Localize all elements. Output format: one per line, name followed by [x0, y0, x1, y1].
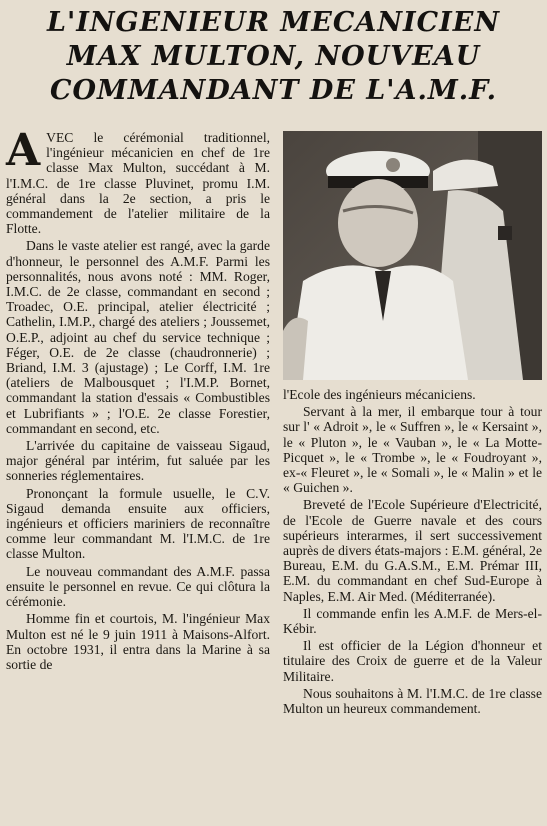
article-paragraph-7: l'Ecole des ingénieurs mécaniciens.	[283, 387, 476, 402]
article-paragraph-11: Il est officier de la Légion d'honneur et titulaire des Croix de guerre et de la Valeur Militaire.	[283, 638, 542, 684]
article-paragraph-9: Breveté de l'Ecole Supérieure d'Electricité, de l'Ecole de Guerre navale et des cours supérieurs interarmes, il sert successivement auprès de divers états-majors : E.M. général, 2e Bureau, E.M. du G.A.S.M., E.M. Prémar III, E.M. du commandant en chef Sud-Europe à Naples, E.M. Air Med. (Méditerranée).	[283, 497, 542, 604]
article-paragraph-1	[6, 125, 270, 237]
article-paragraph-5: Le nouveau commandant des A.M.F. passa ensuite le personnel en revue. Ce qui clôtura la cérémonie.	[6, 563, 270, 610]
photo-illustration	[283, 131, 542, 380]
drop-cap: A	[6, 125, 41, 176]
article-left-column	[6, 125, 270, 672]
article-photo	[283, 131, 542, 380]
article-headline	[0, 6, 547, 108]
article-paragraph-2: Dans le vaste atelier est rangé, avec la garde d'honneur, le personnel des A.M.F. Parmi les personnalités, nous avons noté : MM. Roger, I.M.C. de 2e classe, commandant en second ; Troadec, O.E. principal, atelier électricité ; Cathelin, I.M.P., chargé des ateliers ; Joussemet, O.E.P., adjoint au chef du service technique ; Féger, O.E. de 2e classe (chaudronnerie) ; Briand, I.M. 3 (ajustage) ; Le Corff, I.M. 1re (ateliers de Malbousquet ; l'I.M.P. Bornet, commandant la station d'essais « Combustibles et Lubrifiants » ; l'O.E. 2e classe Forestier, commandant en second, etc.	[6, 238, 270, 436]
article-paragraph-10: Il commande enfin les A.M.F. de Mers-el-Kébir.	[283, 605, 542, 637]
article-paragraph-8: Servant à la mer, il embarque tour à tour sur l' « Adroit », le « Suffren », le « Kersaint », le « Pluton », le « Vauban », le « La Motte-Picquet », le « Trombe », le « Foudroyant », ex-« Fleuret », le « Somali », le « Malin » et le « Guichen ».	[283, 404, 542, 496]
article-paragraph-3: L'arrivée du capitaine de vaisseau Sigaud, major général par intérim, fut saluée par les sonneries réglementaires.	[6, 438, 270, 484]
article-paragraph-6: Homme fin et courtois, M. l'ingénieur Max Multon est né le 9 juin 1911 à Maisons-Alfort. En octobre 1931, il entra dans la Marine à sa sortie de	[6, 611, 270, 672]
article-right-column	[283, 387, 542, 716]
article-paragraph-12: Nous souhaitons à M. l'I.M.C. de 1re classe Multon un heureux commandement.	[283, 685, 542, 717]
headline-line-1: L'INGENIEUR MECANICIEN	[46, 7, 501, 38]
headline-line-2: MAX MULTON, NOUVEAU	[66, 41, 481, 72]
paragraph-text: VEC le cérémonial traditionnel, l'ingénieur mécanicien en chef de 1re classe Max Multon, succédant à M. l'I.M.C. de 1re classe Pluvinet, promu I.M. général dans la 2e section, a pris le commandement de l'atelier militaire de la Flotte.	[6, 130, 270, 237]
headline-line-3: COMMANDANT DE L'A.M.F.	[49, 75, 498, 106]
article-paragraph-4: Prononçant la formule usuelle, le C.V. Sigaud demanda ensuite aux officiers, ingénieurs et officiers mariniers de reconnaître comme leur commandant M. l'I.M.C. de 1re classe Multon.	[6, 485, 270, 562]
